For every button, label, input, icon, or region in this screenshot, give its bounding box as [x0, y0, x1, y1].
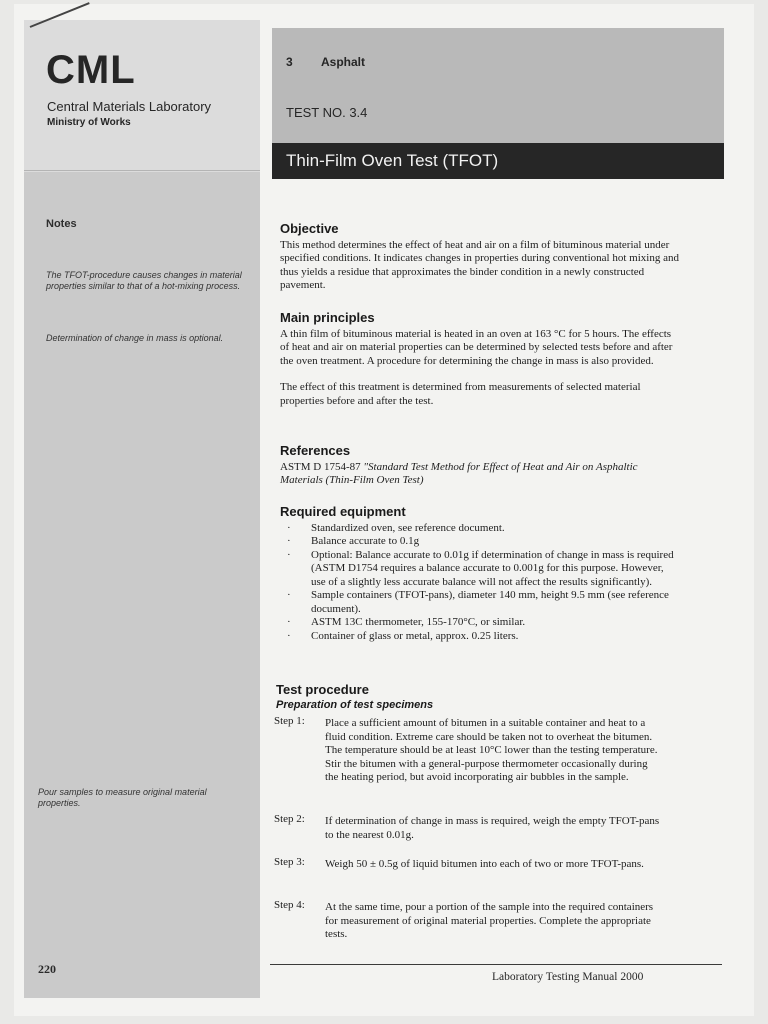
ministry-name: Ministry of Works — [47, 117, 131, 128]
sidebar-divider — [24, 170, 260, 171]
side-note-pour: Pour samples to measure original material properties. — [38, 787, 207, 808]
step-label: Step 2: — [274, 813, 305, 825]
equipment-item: · Sample containers (TFOT-pans), diameter 140 mm, height 9.5 mm (see reference document). — [280, 589, 680, 616]
step-label: Step 4: — [274, 899, 305, 911]
step-text: If determination of change in mass is required, weigh the empty TFOT-pans to the nearest 0.01g. — [325, 815, 660, 841]
equipment-item: · Container of glass or metal, approx. 0.25 liters. — [280, 630, 680, 644]
references-section — [280, 444, 680, 488]
equipment-heading: Required equipment — [280, 504, 406, 519]
procedure-subheading: Preparation of test specimens — [276, 699, 434, 711]
objective-section — [280, 222, 680, 293]
header-band — [272, 28, 724, 144]
step-label: Step 1: — [274, 715, 305, 727]
equipment-item: · ASTM 13C thermometer, 155-170°C, or similar. — [280, 616, 680, 630]
principles-paragraph: The effect of this treatment is determined from measurements of selected material properties before and after the test. — [280, 381, 641, 407]
step-text: At the same time, pour a portion of the sample into the required containers for measurement of original material properties. Complete the appropriate tests. — [325, 901, 654, 940]
lab-name: Central Materials Laboratory — [47, 99, 212, 114]
principles-paragraph: A thin film of bituminous material is heated in an oven at 163 °C for 5 hours. The effects of heat and air on material properties can be determined by selected tests before and after the oven treatment. A procedure for determining the change in mass is also provided. — [280, 327, 673, 367]
page-number: 220 — [38, 962, 56, 976]
references-heading: References — [280, 443, 351, 458]
side-note-tfot: The TFOT-procedure causes changes in material properties similar to that of a hot-mixing process. — [46, 270, 242, 291]
objective-heading: Objective — [280, 221, 339, 236]
equipment-item: · Balance accurate to 0.1g — [280, 535, 680, 549]
chapter-number: 3 — [286, 55, 293, 69]
main-principles-heading: Main principles — [280, 310, 375, 325]
notes-heading: Notes — [46, 218, 77, 230]
test-title: Thin-Film Oven Test (TFOT) — [272, 143, 724, 179]
cml-logo: CML — [46, 48, 136, 92]
equipment-item: · Optional: Balance accurate to 0.01g if determination of change in mass is required (ASTM D1754 requires a balance accurate to 0.001g for this purpose. However, use of a slightly less accurate balance will not affect the results significantly). — [280, 549, 680, 590]
equipment-item: · Standardized oven, see reference document. — [280, 522, 680, 536]
chapter-name: Asphalt — [321, 55, 366, 69]
side-note-mass: Determination of change in mass is optional. — [46, 333, 224, 343]
brand-panel — [24, 20, 260, 172]
procedure-heading: Test procedure — [276, 682, 369, 697]
footer-rule — [270, 964, 722, 965]
manual-title: Laboratory Testing Manual 2000 — [492, 971, 644, 983]
main-principles-section — [280, 311, 680, 408]
step-text: Place a sufficient amount of bitumen in a suitable container and heat to a fluid condition. Extreme care should be taken not to overheat the bitumen. The temperature should be at least 10°C lower than the testing temperature. Stir the bitumen with a general-purpose thermometer occasionally during the heating period, but avoid incorporating air bubbles in the sample. — [325, 717, 658, 783]
test-number: TEST NO. 3.4 — [286, 105, 368, 120]
reference-entry — [280, 461, 680, 488]
equipment-list — [280, 522, 680, 644]
equipment-section — [280, 505, 680, 643]
objective-text: This method determines the effect of heat and air on a film of bituminous material under specified conditions. It indicates changes in properties during conventional hot mixing and thus yields a residue that approximates the binder condition in a newly constructed pavement. — [280, 238, 679, 291]
step-text: Weigh 50 ± 0.5g of liquid bitumen into each of two or more TFOT-pans. — [325, 858, 644, 870]
step-label: Step 3: — [274, 856, 305, 868]
reference-title: "Standard Test Method for Effect of Heat and Air on Asphaltic Materials (Thin-Film Oven Test) — [280, 460, 638, 486]
reference-standard: ASTM D 1754-87 — [280, 460, 361, 473]
